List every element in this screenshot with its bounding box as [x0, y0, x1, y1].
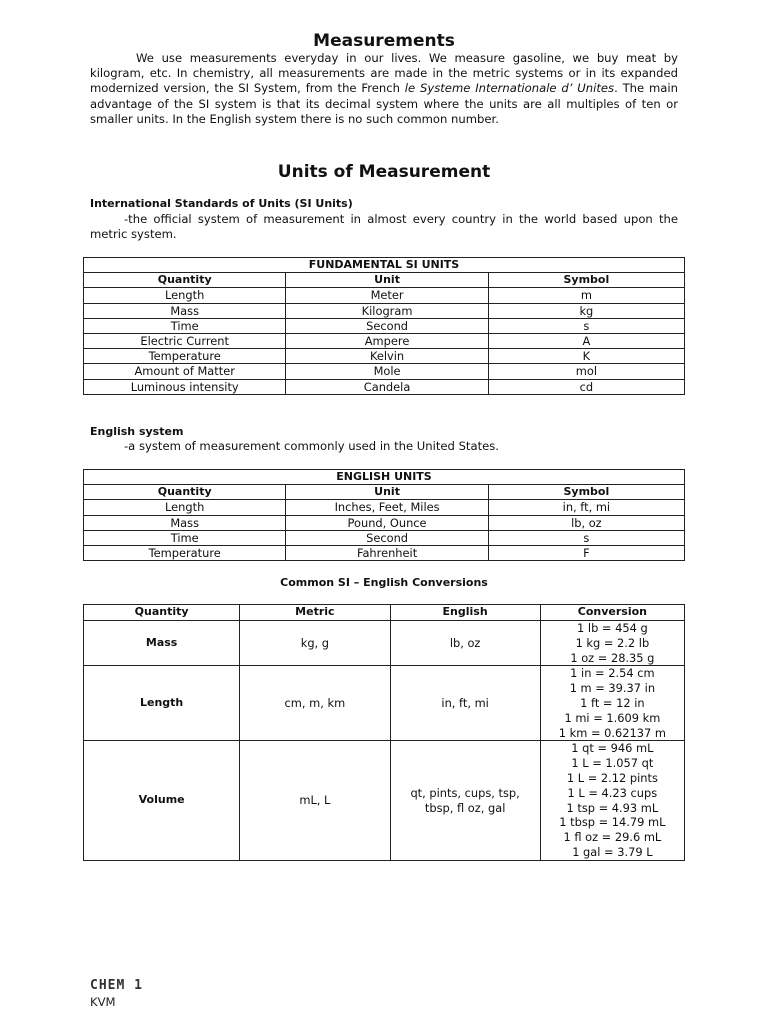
- si-table-row: [84, 364, 685, 379]
- table-cell: Kelvin: [286, 349, 488, 364]
- english-section-description: [90, 439, 678, 454]
- conversion-quantity: Mass: [84, 621, 240, 666]
- conversion-line: 1 L = 4.23 cups: [567, 785, 658, 800]
- table-cell: Length: [84, 288, 286, 303]
- conversion-line: 1 qt = 946 mL: [571, 741, 654, 756]
- table-cell: Electric Current: [84, 334, 286, 349]
- column-header: Unit: [286, 273, 488, 288]
- conversion-line: 1 tbsp = 14.79 mL: [559, 815, 666, 830]
- conversion-line: 1 tsp = 4.93 mL: [566, 800, 659, 815]
- column-header: Symbol: [488, 485, 684, 500]
- intro-italic-text: le Systeme Internationale d’ Unites: [404, 81, 615, 96]
- conversion-line: 1 L = 1.057 qt: [571, 756, 654, 771]
- table-cell: s: [488, 530, 684, 545]
- conversion-row: [84, 621, 685, 666]
- si-section-heading: International Standards of Units (SI Units): [90, 197, 353, 210]
- column-header: Conversion: [540, 605, 684, 621]
- units-heading: Units of Measurement: [277, 162, 491, 182]
- si-table-row: [84, 349, 685, 364]
- column-header: English: [390, 605, 540, 621]
- table-caption: FUNDAMENTAL SI UNITS: [84, 258, 685, 273]
- column-header: Metric: [240, 605, 390, 621]
- english-table-row: [84, 500, 685, 515]
- conversion-line: 1 kg = 2.2 lb: [575, 635, 650, 650]
- column-header: Symbol: [488, 273, 684, 288]
- column-header: Unit: [286, 485, 488, 500]
- conversions-table: [83, 604, 685, 861]
- conversion-row: [84, 666, 685, 741]
- table-cell: Mole: [286, 364, 488, 379]
- conversion-english: lb, oz: [390, 621, 540, 666]
- table-caption-row: [84, 258, 685, 273]
- si-table-row: [84, 379, 685, 394]
- table-cell: kg: [488, 303, 684, 318]
- conversion-line: 1 mi = 1.609 km: [564, 710, 661, 725]
- si-description-text: -the official system of measurement in almost every country in the world based upon the metric system.: [90, 212, 678, 242]
- footer-course-code: CHEM 1: [90, 978, 143, 993]
- conversion-english: qt, pints, cups, tsp, tbsp, fl oz, gal: [390, 741, 540, 860]
- table-cell: Luminous intensity: [84, 379, 286, 394]
- table-cell: Second: [286, 318, 488, 333]
- table-header-row: [84, 485, 685, 500]
- column-header: Quantity: [84, 273, 286, 288]
- conversion-english: in, ft, mi: [390, 666, 540, 741]
- table-cell: mol: [488, 364, 684, 379]
- table-cell: Amount of Matter: [84, 364, 286, 379]
- si-table-row: [84, 334, 685, 349]
- conversion-quantity: Length: [84, 666, 240, 741]
- table-cell: Ampere: [286, 334, 488, 349]
- conversion-values: [540, 666, 684, 741]
- conversion-values: [540, 741, 684, 860]
- conversion-values: [540, 621, 684, 666]
- table-cell: cd: [488, 379, 684, 394]
- conversion-line: 1 km = 0.62137 m: [558, 725, 666, 740]
- english-description-text: -a system of measurement commonly used in the United States.: [124, 439, 499, 453]
- conversion-line: 1 gal = 3.79 L: [572, 844, 653, 859]
- page-title: Measurements: [313, 31, 455, 51]
- si-table-row: [84, 318, 685, 333]
- conversion-line: 1 lb = 454 g: [577, 621, 648, 635]
- table-cell: Meter: [286, 288, 488, 303]
- conversion-metric: cm, m, km: [240, 666, 390, 741]
- table-cell: K: [488, 349, 684, 364]
- english-table-row: [84, 530, 685, 545]
- si-section-description: [90, 212, 678, 242]
- footer-author: KVM: [90, 995, 116, 1009]
- conversion-line: 1 L = 2.12 pints: [566, 770, 658, 785]
- intro-paragraph: [90, 51, 678, 127]
- table-cell: s: [488, 318, 684, 333]
- table-cell: F: [488, 546, 684, 561]
- table-cell: Temperature: [84, 546, 286, 561]
- si-table-row: [84, 288, 685, 303]
- table-cell: Mass: [84, 515, 286, 530]
- conversion-metric: mL, L: [240, 741, 390, 860]
- table-cell: Time: [84, 318, 286, 333]
- conversion-quantity: Volume: [84, 741, 240, 860]
- table-cell: Second: [286, 530, 488, 545]
- table-cell: m: [488, 288, 684, 303]
- intro-text-2: . The main advantage of the SI system is that its decimal system where the units are all multiples of ten or smaller units. In the English system there is no such common number.: [90, 81, 678, 126]
- column-header: Quantity: [84, 485, 286, 500]
- conversion-line: 1 oz = 28.35 g: [570, 650, 655, 665]
- intro-text-1: We use measurements everyday in our lives. We measure gasoline, we buy meat by kilogram, etc. In chemistry, all measurements are made in the metric systems or in its expanded modernized version, the SI System, from the French: [90, 51, 678, 96]
- conversion-line: 1 m = 39.37 in: [569, 681, 656, 696]
- table-cell: Fahrenheit: [286, 546, 488, 561]
- conversion-row: [84, 741, 685, 860]
- conversion-line: 1 in = 2.54 cm: [570, 666, 655, 681]
- table-header-row: [84, 273, 685, 288]
- table-cell: Pound, Ounce: [286, 515, 488, 530]
- si-units-table: [83, 257, 685, 395]
- table-caption: ENGLISH UNITS: [84, 470, 685, 485]
- table-cell: Length: [84, 500, 286, 515]
- table-cell: Temperature: [84, 349, 286, 364]
- table-header-row: [84, 605, 685, 621]
- table-cell: Mass: [84, 303, 286, 318]
- conversion-metric: kg, g: [240, 621, 390, 666]
- conversion-line: 1 fl oz = 29.6 mL: [563, 830, 662, 845]
- table-cell: Candela: [286, 379, 488, 394]
- conversions-title: Common SI – English Conversions: [280, 576, 488, 589]
- table-caption-row: [84, 470, 685, 485]
- table-cell: Kilogram: [286, 303, 488, 318]
- column-header: Quantity: [84, 605, 240, 621]
- conversion-line: 1 ft = 12 in: [580, 695, 645, 710]
- table-cell: Time: [84, 530, 286, 545]
- table-cell: lb, oz: [488, 515, 684, 530]
- english-table-row: [84, 515, 685, 530]
- table-cell: A: [488, 334, 684, 349]
- english-table-row: [84, 546, 685, 561]
- english-units-table: [83, 469, 685, 561]
- table-cell: in, ft, mi: [488, 500, 684, 515]
- english-section-heading: English system: [90, 425, 184, 438]
- table-cell: Inches, Feet, Miles: [286, 500, 488, 515]
- si-table-row: [84, 303, 685, 318]
